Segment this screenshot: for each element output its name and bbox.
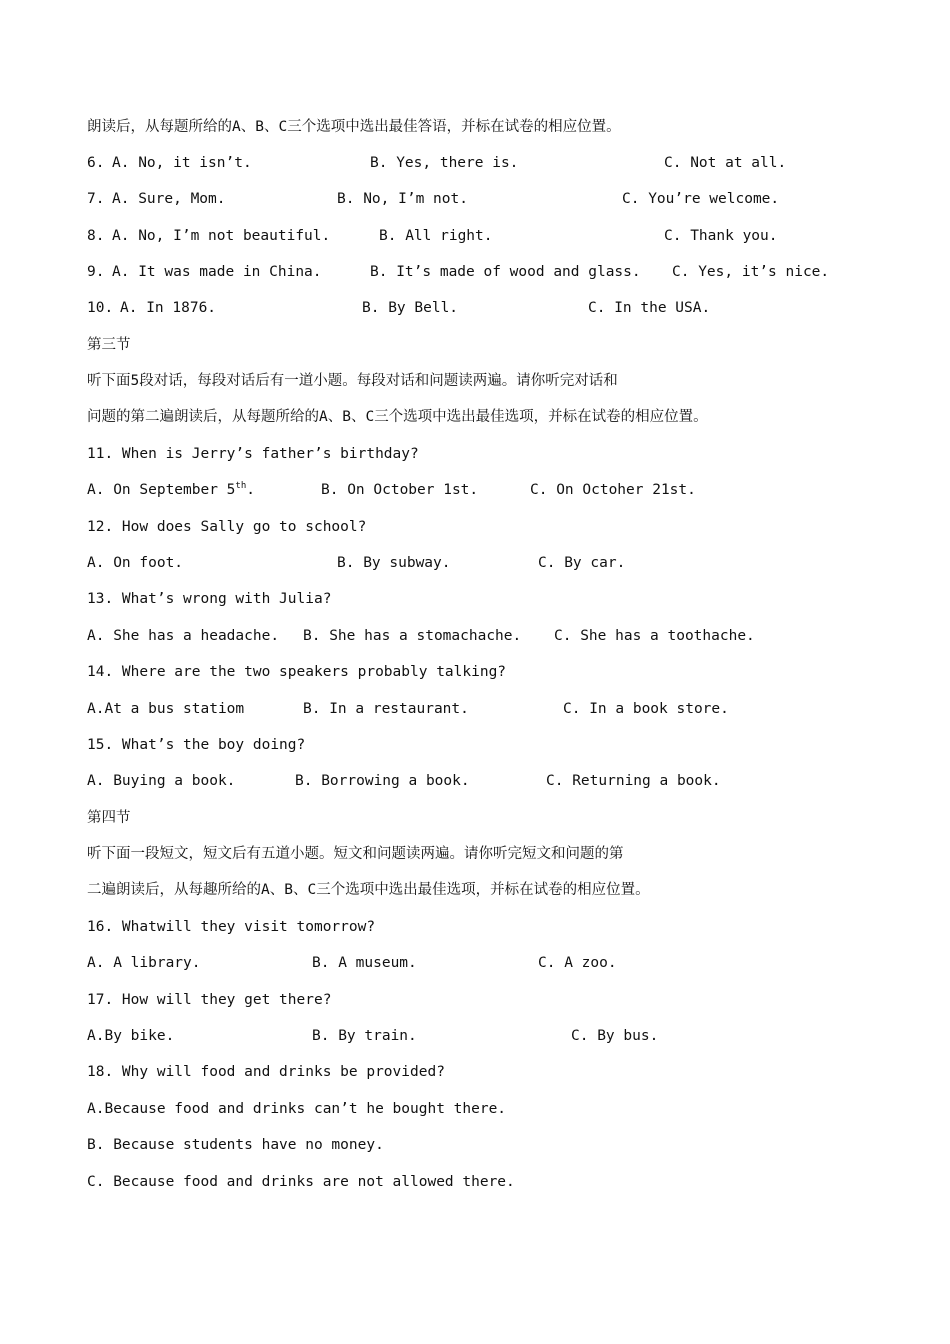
question-17: 17. How will they get there? [87,992,332,1008]
option-b: B. No, I’m not. [337,191,468,207]
option-a: A. No, it isn’t. [112,155,252,171]
answer-row-6 [87,151,910,175]
option-a: A. She has a headache. [87,628,280,644]
answer-row-8 [87,224,910,248]
option-a: A. A library. [87,955,201,971]
answer-row-10 [87,296,910,320]
option-a: A. Sure, Mom. [112,191,226,207]
question-16: 16. Whatwill they visit tomorrow? [87,919,376,935]
option-18-c: C. Because food and drinks are not allowed there. [87,1174,515,1190]
option-b: B. By subway. [337,555,451,571]
option-b: B. Yes, there is. [370,155,519,171]
question-13: 13. What’s wrong with Julia? [87,591,332,607]
section3-heading: 第三节 [87,337,131,353]
item-number: 7. [87,191,105,207]
option-c: C. By bus. [571,1028,659,1044]
item-number: 9. [87,264,105,280]
item-number: 6. [87,155,105,171]
option-18-b: B. Because students have no money. [87,1137,384,1153]
option-c: C. Not at all. [664,155,787,171]
section3-instruction-1: 听下面5段对话，每段对话后有一道小题。每段对话和问题读两遍。请你听完对话和 [87,373,618,389]
question-12: 12. How does Sally go to school? [87,519,367,535]
option-b: B. A museum. [312,955,417,971]
option-b: B. On October 1st. [321,482,479,498]
option-c: C. You’re welcome. [622,191,780,207]
option-a: A.By bike. [87,1028,175,1044]
option-b: B. In a restaurant. [303,701,469,717]
item-number: 10. [87,300,114,316]
option-c: C. By car. [538,555,626,571]
options-17 [87,1024,910,1048]
option-a: A.At a bus statiom [87,701,245,717]
section3-instruction-2: 问题的第二遍朗读后，从每题所给的A、B、C三个选项中选出最佳选项，并标在试卷的相应位置。 [87,409,708,425]
section4-instruction-2: 二遍朗读后，从每趣所给的A、B、C三个选项中选出最佳选项，并标在试卷的相应位置。 [87,882,650,898]
option-18-a: A.Because food and drinks can’t he bought there. [87,1101,507,1117]
option-b: B. It’s made of wood and glass. [370,264,641,280]
options-14 [87,697,910,721]
option-a: A. On September 5th. [87,481,255,498]
section2-instruction: 朗读后，从每题所给的A、B、C三个选项中选出最佳答语，并标在试卷的相应位置。 [87,119,621,135]
answer-row-7 [87,187,910,211]
option-a: A. On foot. [87,555,184,571]
section4-heading: 第四节 [87,810,131,826]
options-13 [87,624,910,648]
question-15: 15. What’s the boy doing? [87,737,306,753]
option-c: C. In a book store. [563,701,729,717]
question-11: 11. When is Jerry’s father’s birthday? [87,446,419,462]
option-b: B. Borrowing a book. [295,773,470,789]
option-c: C. Yes, it’s nice. [672,264,830,280]
section4-instruction-1: 听下面一段短文，短文后有五道小题。短文和问题读两遍。请你听完短文和问题的第 [87,846,624,862]
question-14: 14. Where are the two speakers probably talking? [87,664,507,680]
option-c: C. On Octoher 21st. [530,482,696,498]
option-b: B. By train. [312,1028,417,1044]
option-b: B. All right. [379,228,493,244]
option-a: A. No, I’m not beautiful. [112,228,331,244]
options-11 [87,478,910,502]
option-a: A. Buying a book. [87,773,236,789]
ordinal-suffix: th [235,481,247,492]
option-b: B. She has a stomachache. [303,628,522,644]
option-c: C. She has a toothache. [554,628,755,644]
option-a: A. It was made in China. [112,264,322,280]
option-a: A. In 1876. [120,300,217,316]
options-12 [87,551,910,575]
option-c: C. A zoo. [538,955,617,971]
options-15 [87,769,910,793]
options-16 [87,951,910,975]
question-18: 18. Why will food and drinks be provided? [87,1064,445,1080]
option-c: C. Returning a book. [546,773,721,789]
item-number: 8. [87,228,105,244]
option-c: C. In the USA. [588,300,711,316]
answer-row-9 [87,260,910,284]
option-c: C. Thank you. [664,228,778,244]
option-b: B. By Bell. [362,300,459,316]
